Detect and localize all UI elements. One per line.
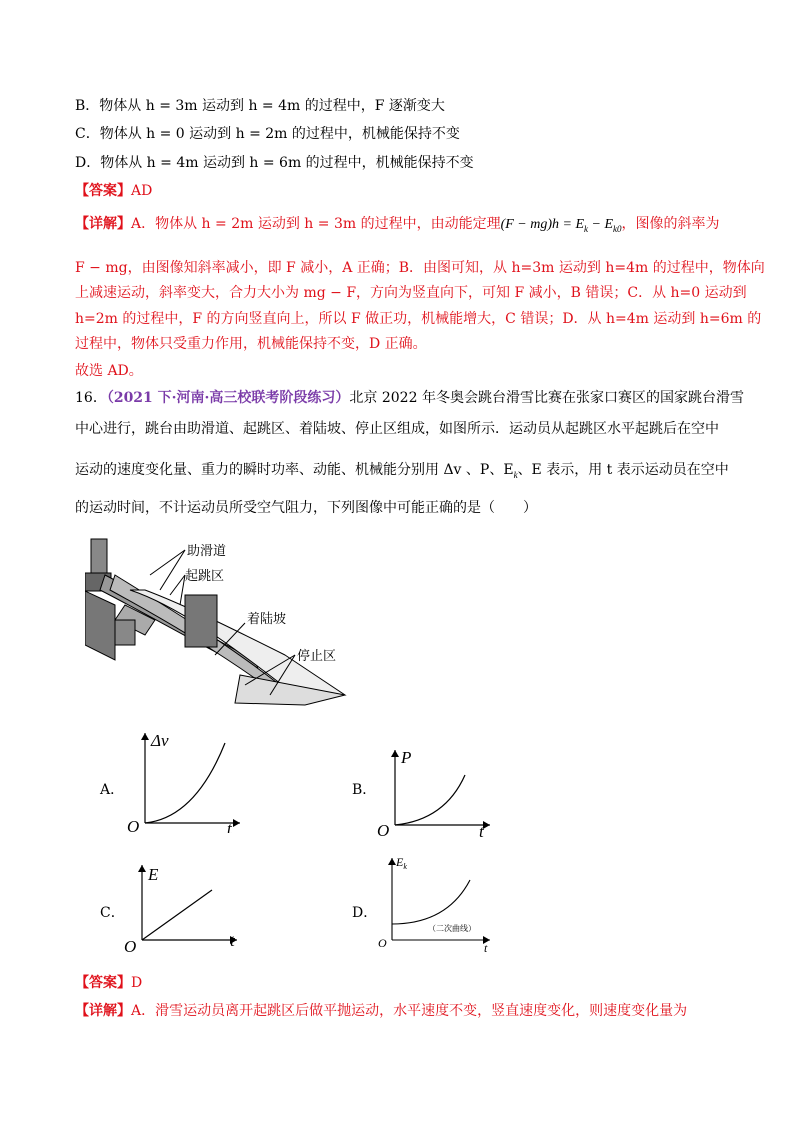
ski-jump-figure [85,535,355,710]
option-16a-ylabel: Δv [151,731,169,750]
detail-15-line-1 [75,214,720,239]
option-d: D．物体从 h = 4m 运动到 h = 6m 的过程中，机械能保持不变 [75,155,474,171]
option-16a-graph [125,728,245,833]
label-landing-slope: 着陆坡 [247,611,287,626]
q16-text-1: 北京 2022 年冬奥会跳台滑雪比赛在张家口赛区的国家跳台滑雪 [349,390,744,406]
detail-15-text-1c: ，图像的斜率为 [621,216,720,232]
option-16c-xlabel: t [230,931,235,950]
label-takeoff-zone: 起跳区 [185,568,225,583]
label-stop-zone: 停止区 [297,648,337,663]
q16-line-1 [75,388,744,408]
option-16d-letter: D． [352,905,378,921]
answer-tag: 【答案】 [75,183,131,199]
label-run-in-track: 助滑道 [187,543,227,558]
option-16c-graph [122,860,242,955]
option-16b-origin: O [377,821,390,840]
option-16d-ylabel: $E_k$ [396,855,407,871]
answer-16-tag: 【答案】 [75,975,131,991]
detail-15-text-1a: A．物体从 h = 2m 运动到 h = 3m 的过程中，由动能定理 [131,216,501,232]
option-c: C．物体从 h = 0 运动到 h = 2m 的过程中，机械能保持不变 [75,126,460,142]
detail-16-tag: 【详解】 [75,1003,131,1019]
answer-15 [75,181,152,201]
option-16d-xlabel: t [484,941,488,955]
q16-source: （2021 下·河南·高三校联考阶段练习） [106,390,350,406]
detail-15-line-2: F − mg，由图像知斜率减小，即 F 减小，A 正确；B．由图可知，从 h=3m 运动到 h=4m 的过程中，物体向 [75,260,765,276]
q16-line-3: 运动的速度变化量、重力的瞬时功率、动能、机械能分别用 Δv 、P、$E_k$、E 表示，用 t 表示运动员在空中 [75,462,729,480]
q16-line-4: 的运动时间，不计运动员所受空气阻力，下列图像中可能正确的是（ ） [75,500,537,516]
energy-formula: $(F - mg)h = E_k - E_{k0}$ [500,217,622,234]
detail-15-line-6: 故选 AD。 [75,363,143,379]
answer-value: AD [131,183,153,199]
option-b: B．物体从 h = 3m 运动到 h = 4m 的过程中，F 逐渐变大 [75,98,445,114]
detail-16-line-1: 【详解】A．滑雪运动员离开起跳区后做平抛运动，水平速度不变，竖直速度变化，则速度变化量为 [75,1003,688,1019]
option-16c-letter: C． [100,905,125,921]
option-16c-ylabel: E [148,865,159,884]
option-16d-note: （二次曲线） [428,924,476,933]
option-16a-origin: O [127,817,140,833]
detail-tag: 【详解】 [75,216,131,232]
option-16b-xlabel: t [479,822,484,840]
detail-15-line-5: 过程中，物体只受重力作用，机械能保持不变，D 正确。 [75,336,427,352]
detail-15-line-4: h=2m 的过程中，F 的方向竖直向上，所以 F 做正功，机械能增大，C 错误；D．从 h=4m 运动到 h=6m 的 [75,311,762,327]
option-16a-letter: A． [100,782,125,798]
q16-number: 16． [75,390,107,406]
option-16b-letter: B． [352,782,377,798]
option-16b-ylabel: P [401,748,412,767]
option-16c-origin: O [124,937,137,955]
option-16d-origin: O [378,936,387,950]
detail-15-line-3: 上减速运动，斜率变大，合力大小为 mg − F，方向为竖直向下，可知 F 减小，B 错误；C．从 h=0 运动到 [75,285,747,301]
q16-line-2: 中心进行，跳台由助滑道、起跳区、着陆坡、停止区组成，如图所示．运动员从起跳区水平起跳后在空中 [75,421,719,437]
option-16b-graph [375,745,495,840]
answer-16 [75,973,142,993]
option-16d-graph [372,852,497,957]
option-16a-xlabel: t [227,819,232,833]
answer-16-value: D [131,975,143,991]
